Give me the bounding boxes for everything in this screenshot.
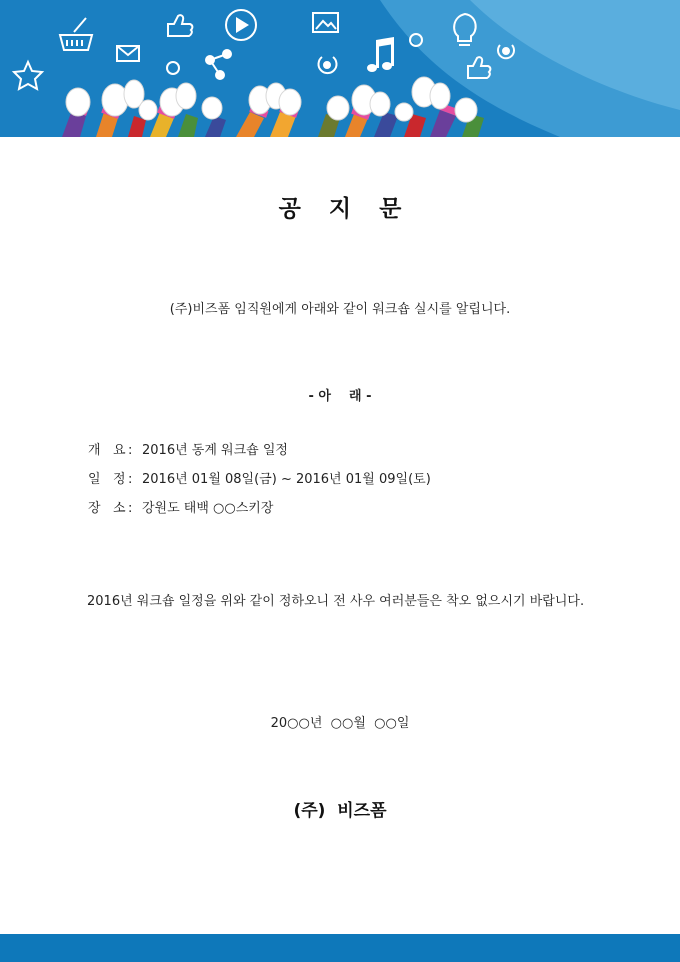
clapping-hands-icon — [60, 77, 500, 137]
detail-list — [88, 442, 431, 529]
body-paragraph: 2016년 워크숍 일정을 위와 같이 정하오니 전 사우 여러분들은 착오 없으시기 바랍니다. — [87, 594, 585, 609]
company-name: (주) 비즈폼 — [293, 801, 387, 821]
detail-separator: : — [128, 443, 133, 458]
detail-row-overview — [88, 442, 431, 471]
notice-title: 공 지 문 — [278, 196, 412, 222]
detail-value: 강원도 태백 ○○스키장 — [142, 501, 274, 516]
header-banner — [0, 0, 680, 137]
intro-text: (주)비즈폼 임직원에게 아래와 같이 워크숍 실시를 알립니다. — [169, 302, 511, 317]
detail-row-location — [88, 500, 431, 529]
detail-row-schedule — [88, 471, 431, 500]
detail-separator: : — [128, 501, 133, 516]
detail-label: 장 소 — [88, 501, 126, 516]
issue-date: 20○○년 ○○월 ○○일 — [270, 716, 410, 731]
detail-label: 개 요 — [88, 443, 126, 458]
section-heading: - 아 래 - — [308, 389, 372, 404]
detail-value: 2016년 동계 워크숍 일정 — [142, 443, 288, 458]
footer-bar — [0, 934, 680, 962]
detail-separator: : — [128, 472, 133, 487]
detail-label: 일 정 — [88, 472, 126, 487]
detail-value: 2016년 01월 08일(금) ~ 2016년 01월 09일(토) — [142, 472, 431, 487]
